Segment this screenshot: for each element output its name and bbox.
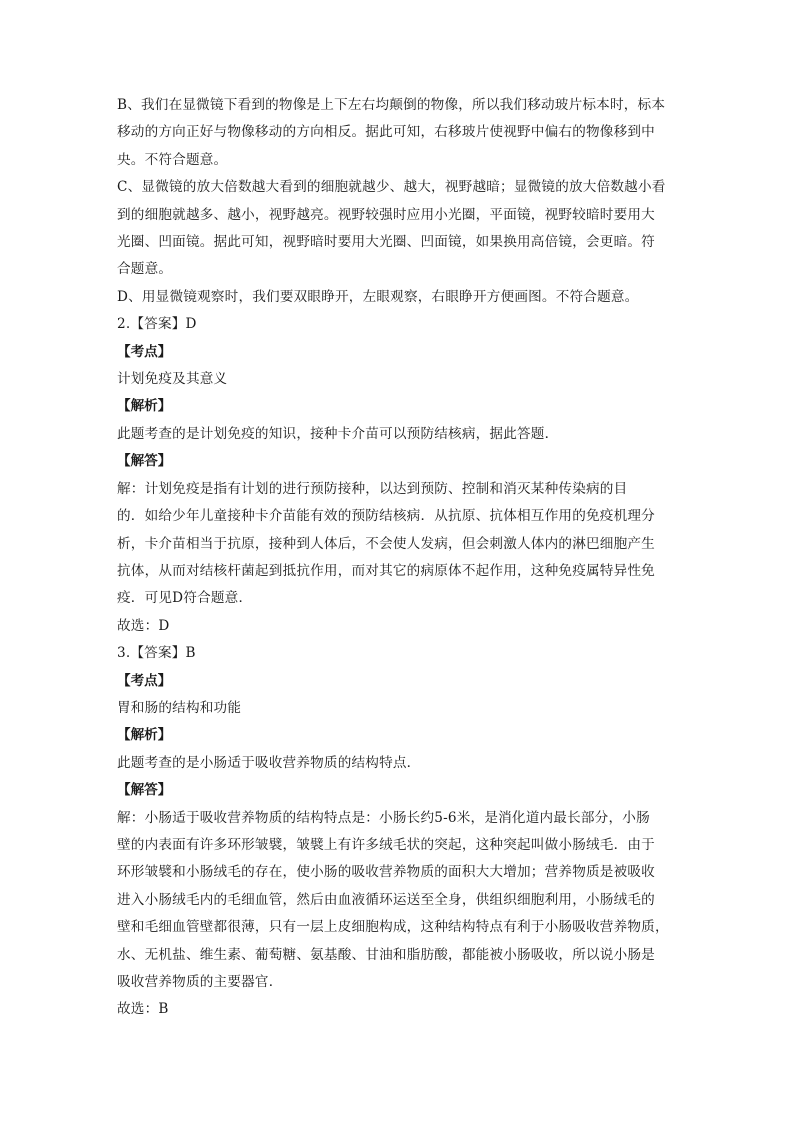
q3-kaodian-label: 【考点】 (117, 672, 172, 689)
option-b-line: B、我们在显微镜下看到的物像是上下左右均颠倒的物像，所以我们移动玻片标本时，标本 (117, 97, 666, 113)
q2-answer: 2.【答案】D (117, 316, 197, 333)
q3-jieda-line: 环形皱襞和小肠绒毛的存在，使小肠的吸收营养物质的面积大大增加；营养物质是被吸收 (117, 864, 655, 881)
q3-kaodian: 胃和肠的结构和功能 (117, 699, 242, 716)
q2-jiexi: 此题考查的是计划免疫的知识，接种卡介苗可以预防结核病，据此答题． (117, 425, 559, 442)
option-b-line: 移动的方向正好与物像移动的方向相反。据此可知，右移玻片使视野中偏右的物像移到中 (117, 124, 655, 141)
q2-kaodian: 计划免疫及其意义 (117, 371, 228, 388)
q3-jieda-line: 吸收营养物质的主要器官． (117, 974, 283, 990)
q3-jieda-line: 解：小肠适于吸收营养物质的结构特点是：小肠长约5-6米，是消化道内最长部分，小肠 (117, 809, 650, 826)
answer-document (117, 92, 677, 1024)
q3-jieda-line: 水、无机盐、维生素、葡萄糖、氨基酸、甘油和脂肪酸，都能被小肠吸收，所以说小肠是 (117, 946, 655, 963)
q3-choice: 故选：B (117, 1001, 169, 1018)
option-c-line: C、显微镜的放大倍数越大看到的细胞就越少、越大，视野越暗；显微镜的放大倍数越小看 (117, 179, 666, 196)
q3-jieda-label: 【解答】 (117, 782, 172, 799)
option-c-line: 合题意。 (117, 261, 173, 278)
option-d-line: D、用显微镜观察时，我们要双眼睁开，左眼观察，右眼睁开方便画图。不符合题意。 (117, 288, 639, 305)
option-c-line: 到的细胞就越多、越小，视野越亮。视野较强时应用小光圈，平面镜，视野较暗时要用大 (117, 206, 655, 223)
q3-jieda-line: 进入小肠绒毛内的毛细血管，然后由血液循环运送至全身，供组织细胞利用，小肠绒毛的 (117, 891, 655, 908)
q2-jieda-line: 的．如给少年儿童接种卡介苗能有效的预防结核病．从抗原、抗体相互作用的免疫机理分 (117, 508, 655, 525)
q3-jieda-line: 壁的内表面有许多环形皱襞，皱襞上有许多绒毛状的突起，这种突起叫做小肠绒毛．由于 (117, 836, 655, 853)
q2-choice: 故选：D (117, 617, 170, 634)
q3-answer: 3.【答案】B (117, 645, 196, 662)
q3-jieda-line: 壁和毛细血管壁都很薄，只有一层上皮细胞构成，这种结构特点有利于小肠吸收营养物质， (117, 919, 669, 936)
q2-jiexi-label: 【解析】 (117, 398, 172, 415)
option-b-line: 央。不符合题意。 (117, 151, 228, 168)
option-c-line: 光圈、凹面镜。据此可知，视野暗时要用大光圈、凹面镜，如果换用高倍镜，会更暗。符 (117, 234, 655, 251)
q2-jieda-line: 抗体，从而对结核杆菌起到抵抗作用，而对其它的病原体不起作用，这种免疫属特异性免 (117, 562, 655, 579)
q2-jieda-line: 解：计划免疫是指有计划的进行预防接种，以达到预防、控制和消灭某种传染病的目 (117, 480, 628, 497)
q2-jieda-label: 【解答】 (117, 453, 172, 470)
q3-jiexi-label: 【解析】 (117, 727, 172, 744)
q2-jieda-line: 析，卡介苗相当于抗原，接种到人体后，不会使人发病，但会刺激人体内的淋巴细胞产生 (117, 535, 655, 552)
q2-jieda-line: 疫．可见D符合题意． (117, 590, 253, 607)
q2-kaodian-label: 【考点】 (117, 343, 172, 360)
q3-jiexi: 此题考查的是小肠适于吸收营养物质的结构特点． (117, 754, 421, 771)
